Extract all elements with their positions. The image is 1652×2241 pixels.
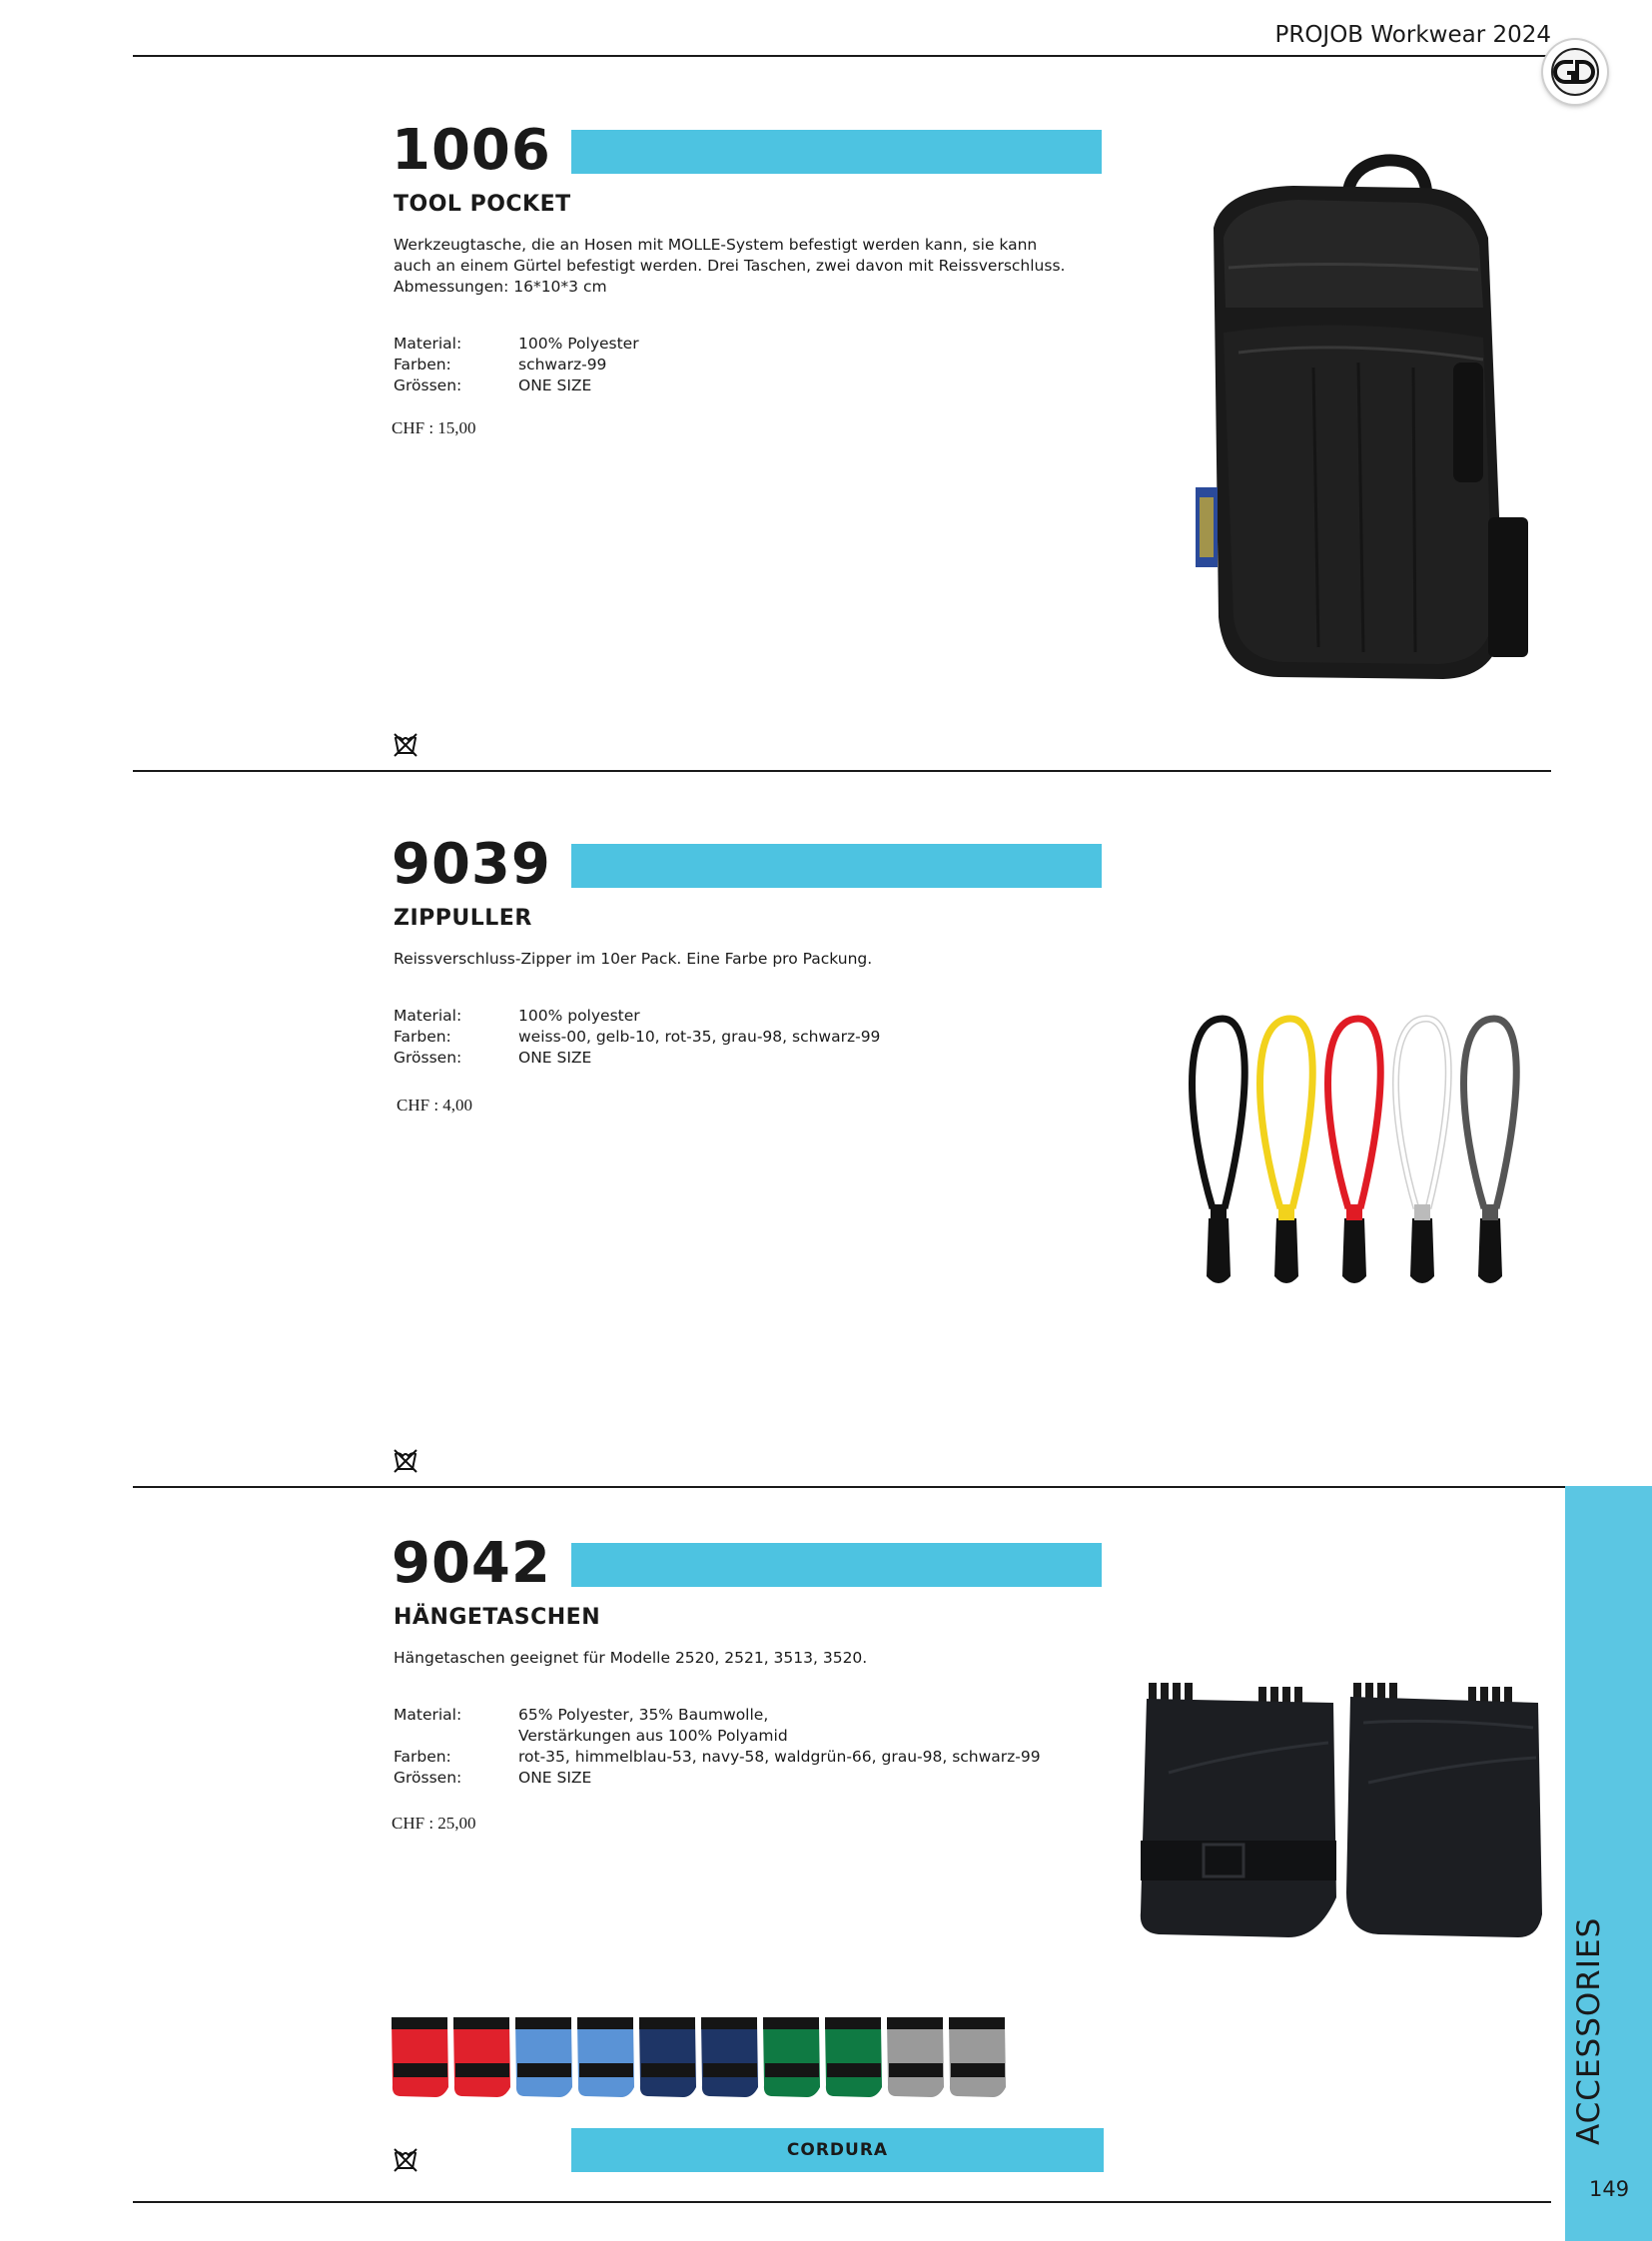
zip-tip	[1478, 1218, 1502, 1283]
swatch-pocket	[825, 2021, 882, 2097]
swatch-pocket-band	[641, 2063, 695, 2077]
swatch-pocket	[392, 2021, 448, 2097]
product-description	[394, 949, 1093, 970]
product-price: CHF : 25,00	[392, 1814, 476, 1833]
description-line: Werkzeugtasche, die an Hosen mit MOLLE-System befestigt werden kann, sie kann	[394, 236, 1038, 254]
do-not-wash-icon	[393, 2147, 418, 2173]
swatch-pocket-top	[701, 2017, 757, 2029]
holster-pockets-image	[1139, 1683, 1548, 1942]
description-line: auch an einem Gürtel befestigt werden. Drei Taschen, zwei davon mit Reissverschluss.	[394, 257, 1066, 275]
zip-collar	[1278, 1204, 1294, 1220]
spec-label: Farben:	[394, 1028, 451, 1046]
cordura-logo-text: CORDURA	[786, 2140, 889, 2160]
catalog-title: PROJOB Workwear 2024	[1274, 22, 1551, 48]
swatch-pocket-band	[517, 2063, 571, 2077]
swatch-pocket-top	[949, 2017, 1005, 2029]
swatch-pocket	[453, 2021, 510, 2097]
zip-loop	[1193, 1019, 1245, 1208]
product-name: ZIPPULLER	[394, 906, 532, 931]
zip-loop	[1328, 1019, 1381, 1208]
spec-label: Grössen:	[394, 376, 462, 394]
swatch-pocket-top	[763, 2017, 819, 2029]
swatch-pocket-top	[577, 2017, 633, 2029]
product-specs	[394, 1006, 1153, 1076]
swatch-pocket	[639, 2021, 696, 2097]
brand-logo	[1543, 40, 1607, 104]
swatch-pocket-top	[825, 2017, 881, 2029]
product-sku: 9039	[392, 832, 551, 897]
zip-loop-highlight	[1396, 1019, 1449, 1208]
swatch-pocket-band	[889, 2063, 943, 2077]
spec-value: ONE SIZE	[518, 1049, 592, 1067]
swatch-pocket-top	[392, 2017, 447, 2029]
zip-tip	[1207, 1218, 1231, 1283]
swatch-pocket-band	[827, 2063, 881, 2077]
product-sku: 1006	[392, 118, 551, 183]
spec-value: 65% Polyester, 35% Baumwolle,	[518, 1706, 769, 1724]
page-number: 149	[1589, 2177, 1630, 2201]
swatch-pocket-top	[639, 2017, 695, 2029]
zip-tip	[1410, 1218, 1434, 1283]
gd-logo-icon	[1553, 50, 1597, 94]
swatch-pocket	[701, 2021, 758, 2097]
brand-logo-ring	[1551, 48, 1599, 96]
swatch-pocket-band	[579, 2063, 633, 2077]
product-accent-bar	[571, 844, 1102, 888]
swatch-pocket-band	[394, 2063, 447, 2077]
spec-value: schwarz-99	[518, 356, 607, 374]
product-description	[394, 235, 1093, 298]
description-line: Hängetaschen geeignet für Modelle 2520, 2521, 3513, 3520.	[394, 1649, 868, 1667]
swatch-pocket	[763, 2021, 820, 2097]
swatch-pocket-band	[455, 2063, 509, 2077]
swatch-pocket-band	[765, 2063, 819, 2077]
product-specs	[394, 334, 1153, 403]
footer-divider	[133, 2201, 1551, 2203]
zippuller-image	[1179, 1009, 1528, 1298]
zip-loop	[1396, 1019, 1449, 1208]
zip-collar	[1482, 1204, 1498, 1220]
swatch-pocket-band	[951, 2063, 1005, 2077]
product-description	[394, 1648, 1093, 1669]
zip-collar	[1346, 1204, 1362, 1220]
swatch-pocket	[577, 2021, 634, 2097]
color-swatch-strip	[392, 2017, 1016, 2099]
spec-value: ONE SIZE	[518, 1769, 592, 1787]
swatch-pocket-top	[453, 2017, 509, 2029]
zip-tip	[1274, 1218, 1298, 1283]
description-line: Abmessungen: 16*10*3 cm	[394, 278, 607, 296]
spec-label: Grössen:	[394, 1049, 462, 1067]
spec-label: Farben:	[394, 1748, 451, 1766]
spec-value: Verstärkungen aus 100% Polyamid	[518, 1727, 788, 1745]
spec-label: Farben:	[394, 356, 451, 374]
spec-label: Material:	[394, 1706, 462, 1724]
spec-label: Material:	[394, 335, 462, 353]
section-divider	[133, 1486, 1565, 1488]
zip-collar	[1211, 1204, 1227, 1220]
swatch-pocket	[949, 2021, 1006, 2097]
product-price: CHF : 15,00	[392, 418, 476, 437]
section-side-label: ACCESSORIES	[1571, 1916, 1607, 2145]
product-name: HÄNGETASCHEN	[394, 1605, 601, 1630]
spec-value: 100% Polyester	[518, 335, 639, 353]
do-not-wash-icon	[393, 1448, 418, 1474]
product-specs	[394, 1705, 1153, 1795]
section-divider	[133, 770, 1551, 772]
product-name: TOOL POCKET	[394, 192, 571, 217]
swatch-pocket-band	[703, 2063, 757, 2077]
swatch-pocket	[887, 2021, 944, 2097]
spec-label: Grössen:	[394, 1769, 462, 1787]
product-accent-bar	[571, 130, 1102, 174]
zip-collar	[1414, 1204, 1430, 1220]
header-divider	[133, 55, 1551, 57]
zip-loop	[1464, 1019, 1517, 1208]
product-sku: 9042	[392, 1531, 551, 1596]
product-accent-bar	[571, 1543, 1102, 1587]
do-not-wash-icon	[393, 732, 418, 758]
spec-value: 100% polyester	[518, 1007, 640, 1025]
spec-value: ONE SIZE	[518, 376, 592, 394]
tool-pocket-image	[1184, 148, 1528, 687]
spec-value: rot-35, himmelblau-53, navy-58, waldgrün-66, grau-98, schwarz-99	[518, 1748, 1041, 1766]
cordura-badge	[571, 2128, 1104, 2172]
swatch-pocket-top	[515, 2017, 571, 2029]
zip-loop	[1260, 1019, 1313, 1208]
swatch-pocket-top	[887, 2017, 943, 2029]
swatch-pocket	[515, 2021, 572, 2097]
spec-value: weiss-00, gelb-10, rot-35, grau-98, schwarz-99	[518, 1028, 881, 1046]
spec-label: Material:	[394, 1007, 462, 1025]
zip-tip	[1342, 1218, 1366, 1283]
product-price: CHF : 4,00	[397, 1096, 473, 1115]
description-line: Reissverschluss-Zipper im 10er Pack. Eine Farbe pro Packung.	[394, 950, 873, 968]
